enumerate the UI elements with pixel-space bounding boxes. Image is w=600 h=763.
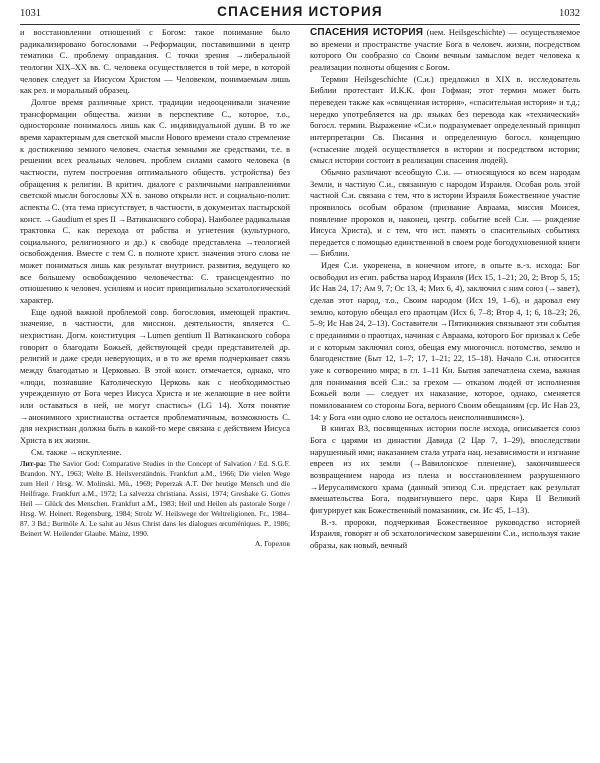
header-rule: [20, 24, 580, 25]
running-title: СПАСЕНИЯ ИСТОРИЯ: [217, 4, 383, 19]
entry-headword: СПАСЕ́НИЯ ИСТО́РИЯ: [310, 27, 424, 38]
literature-label: Лит-ра:: [20, 459, 47, 469]
literature-text: The Savior God: Comparative Studies in the Concept of Salvation / Ed. S.G.F. Brandon. NY., 1963; Welte B. Heilsverständnis. Frankfurt a.M., 1966; Die vielen Wege zum Heil / Hrsg. W. Molinski. Mü., 1969; Peperzak A.T. Der heutige Mensch und die Heilfrage. Frankfurt a.M., 1972; La salvezza christiana. Assisi, 1974; Greshake G. Gottes Heil — Glück des Menschen. Frankfurt a.M., 1983; Heil und Heilen als pastorale Sorge / Hrsg. W. Heinert. Regensburg, 1984; Strolz W. Heilswege der Weltreligionen. Fr., 1984–87. 3 Bd.; Burmöle A. Le salut au Jésus Christ dans les dialogues œcuméniques. P., 1986; Beinert W. Heilender Glaube. Mainz, 1990.: [20, 459, 290, 538]
paragraph: В книгах ВЗ, посвященных истории после исхода, описывается союз Бога с царями из династии Давида (2 Цар 7, 1–29), впоследствии нарушенный ими; наказанием стала утрата нац. независимости и изгнание евреев из их земли (→Вавилонское пленение), закончившееся возвращением народа из плена и восстановлением разрушенного →Иерусалимского храма (данный эпизод С.и. предстает как результат вмешательства Бога, подвигнувшего перс. царя Кира II Великий фигурирует как Божественный помазанник, см. Ис 45, 1–13).: [310, 423, 580, 515]
entry-intro: [310, 27, 580, 74]
left-page-number: 1031: [20, 8, 41, 19]
article-author: А. Горелов: [254, 538, 290, 548]
literature-section: [20, 459, 290, 538]
see-also: См. также →искупление.: [31, 446, 122, 457]
paragraph: Термин Heilsgeschichte (С.и.) предложил в XIX в. исследователь Библии протестант И.К.К. фон Гофман; этот термин может быть переведен также как «священная история», «спасительная история» и т.д.; нередко употребляется на др. языках без перевода как «технический» богосл. термин. Выражение «С.и.» подразумевает определенный принцип интерпретации Св. Писания и определенную богосл. концепцию («спасение людей осуществляется в истории и посредством истории; смысл истории состоит в реализации спасения людей).: [310, 73, 580, 166]
right-column: [310, 27, 580, 757]
paragraph: Идея С.и. укоренена, в конечном итоге, в опыте в.-з. исхода: Бог освободил из егип. рабства народ Израиля (Исх 15, 1–21; 20, 2; Втор 5, 15; Ис Нав 24, 17; Ам 9, 7; Ос 13, 4; Мих 6, 4), заключил с ним союз (→завет), сделав этот народ, т.о., Своим народом (Исх 19, 1–6), и даровал ему землю, которую обещал его праотцам (Исх 6, 7–8; Втор 4, 1; 6, 18–23; 26, 5–9; Ис Нав 24, 2–13). Составители →Пятикнижия связывают эти события с преданиями о праотцах, начиная с Авраама, которого Бог призвал к Себе и с которым заключил союз, обещая ему многочисл. потомство, землю и благоденствие (Быт 12, 1–7; 17, 1–21; 22, 15–18). Начало С.и. относится уже к сотворению мира; в гл. 1–11 Кн. Бытия запечатлена схема, важная для понимания всей С.и.: за грехом — отказом людей от исполнения Божьей воли — следует их наказание, которое, однако, сменяется помилованием со стороны Бога, верного Своим обещаниям (ср. Ис Нав 23, 14: у Бога «ни одно слово не осталось неисполнившимся»).: [310, 260, 580, 422]
paragraph: и восстановлении отношений с Богом: такое понимание было радикализировано богословами →Реформации, поставившими в центр тематики С. проблему оправдания. С точки зрения →либеральной теологии XIX–XX вв. С. человека осуществляется в той мере, в которой человек следует за Иисусом Христом — Человеком, понимаемым лишь как рел. и моральный образец.: [20, 27, 290, 96]
paragraph: Обычно различают всеобщую С.и. — относящуюся ко всем народам Земли, и частную С.и., связанную с народом Израиля. Особая роль этой частной С.и. связана с тем, что в истории Израиля Божественное участие проявилось особым образом (призвание Авраама, миссия Моисея, появление пророков и, наконец, центр. событие всей С.и. — рождение Иисуса Христа), и с тем, что ист. память о спасительных событиях передается с помощью единственной в своем роде богодухновенной книги — Библии.: [310, 166, 580, 259]
paragraph: В.-з. пророки, подчеркивая Божественное руководство историей Израиля, говорят и об эсхатологическом завершении С.и., используя такие образы, как новый, вечный: [310, 516, 580, 550]
paragraph: Еще одной важной проблемой совр. богословия, имеющей практич. значение, в частности, для миссион. деятельности, является С. нехристиан. Догм. конституция →Lumen gentium II Ватиканского собора говорит о благодати Божьей, действующей среди представителей др. религий и даже среди неверующих, и в то же время подчеркивает связь между благодатью и Церковью. В этой конст. отмечается, однако, что «люди, познавшие Католическую Церковь как с необходимостью учрежденную от Бога через Иисуса Христа и не желающие в нее войти или оставаться в ней, не могут спастись» (LG 14). Хотя понятие →анонимного христианства остается проблематичным, возможность С. для нехристиан должна быть в какой-то мере связана с действием Иисуса Христа в их жизни.: [20, 306, 290, 445]
paragraph: Долгое время различные христ. традиции недооценивали значение трансформации общества. жизни в перспективе С., которое, т.о., односторонне понималось лишь как С. индивидуальной души. В то же время характерным для светской мысли Нового времени стало стремление к достижению земного человеч. счастья земными же средствами, т.е. в решении всех реальных человеч. проблем силами самого человека (в частности, путем построения оптимального обществ. устройства) без обращения к религии. В критич. диалоге с различными направлениями светской мысли богословы XX в. заново открыли ист. и социально-полит. аспекты С. (эта тема присутствует, в частности, в документах пастырской конст. →Gaudium et spes II →Ватиканского собора). Наиболее радикальная трактовка С. как перехода от рабства и угнетения (культурного, социального, религиозного и др.) к свободе представлена →теологией освобождения. Вместе с тем С. в полноте христ. значения этого слова не может пониматься лишь как результат внутриист. развития, ведущего ко все большему освобождению человечества: С. трансцендентно по отношению к человеч. усилиям и носит принципиально эсхатологический характер.: [20, 96, 290, 306]
page-header: [20, 4, 580, 24]
left-column: [20, 27, 290, 757]
entry-definition: (нем. Heilsgeschichte) — осуществляемое во времени и пространстве участие Бога в человеч. жизни, посредством которого Он сообразно со Своим вечным замыслом ведет человека к реализации полноты общения с Богом.: [310, 27, 580, 72]
right-page-number: 1032: [559, 8, 580, 19]
